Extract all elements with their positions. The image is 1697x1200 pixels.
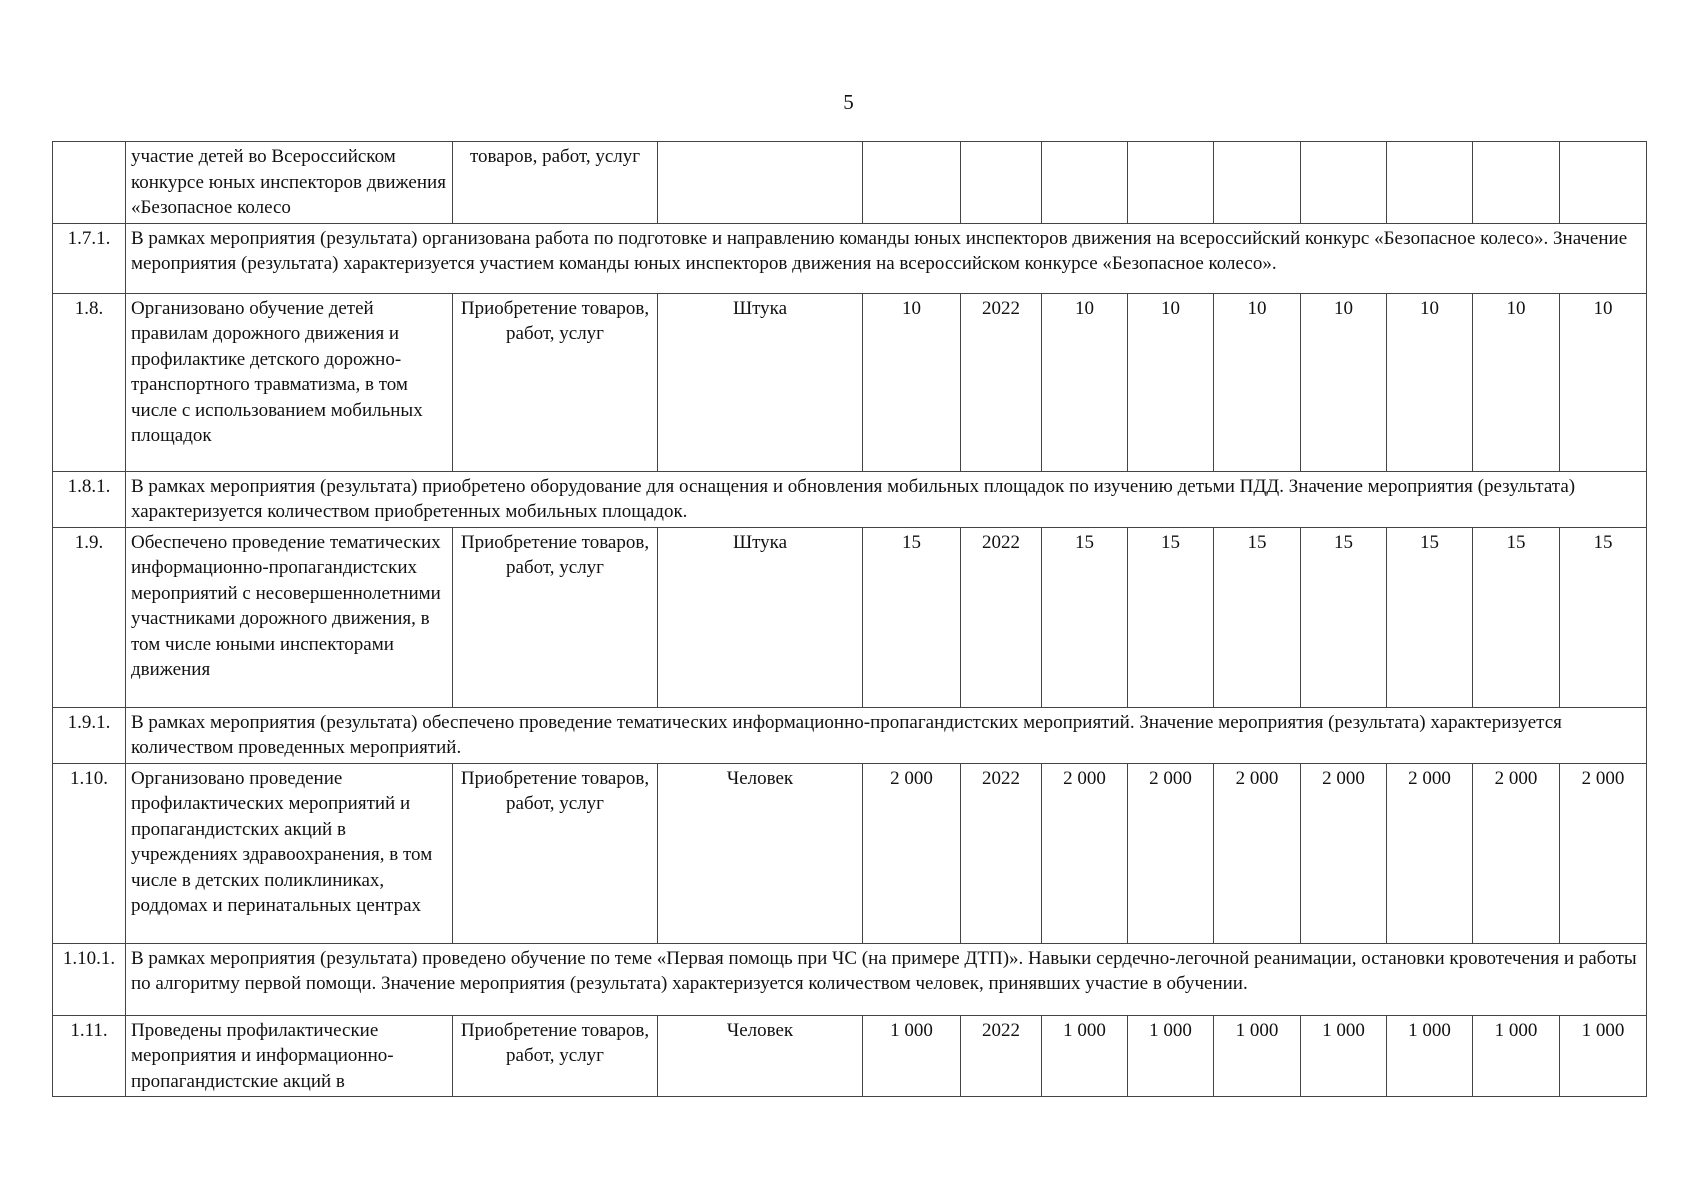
base-year-cell — [961, 142, 1042, 224]
value-cell: 15 — [1128, 527, 1214, 707]
measure-name: участие детей во Всероссийском конкурсе юных инспекторов движения «Безопасное колесо — [126, 142, 453, 224]
measure-kind: Приобретение товаров, работ, услуг — [453, 763, 658, 943]
value-cell: 1 000 — [1042, 1015, 1128, 1097]
indicator-row — [53, 1015, 1647, 1097]
value-cell: 1 000 — [1128, 1015, 1214, 1097]
value-cell: 1 000 — [1560, 1015, 1647, 1097]
page-number: 5 — [843, 90, 854, 114]
note-text: В рамках мероприятия (результата) обеспечено проведение тематических информационно-пропагандистских мероприятий. Значение мероприятия (результата) характеризуется количеством проведенных мероприятий. — [126, 707, 1647, 763]
value-cell — [1301, 142, 1387, 224]
indicator-row — [53, 763, 1647, 943]
unit-cell: Человек — [658, 1015, 863, 1097]
value-cell: 10 — [1128, 293, 1214, 471]
base-year-cell: 2022 — [961, 1015, 1042, 1097]
value-cell: 15 — [1301, 527, 1387, 707]
measure-name: Проведены профилактические мероприятия и информационно-пропагандистские акций в — [126, 1015, 453, 1097]
measure-kind: Приобретение товаров, работ, услуг — [453, 1015, 658, 1097]
value-cell: 2 000 — [1301, 763, 1387, 943]
base-value-cell: 2 000 — [863, 763, 961, 943]
value-cell — [1128, 142, 1214, 224]
value-cell: 10 — [1301, 293, 1387, 471]
value-cell — [1387, 142, 1473, 224]
row-number: 1.9. — [53, 527, 126, 707]
row-number: 1.8. — [53, 293, 126, 471]
value-cell — [1560, 142, 1647, 224]
value-cell: 2 000 — [1214, 763, 1301, 943]
value-cell: 15 — [1560, 527, 1647, 707]
table-body — [53, 142, 1647, 1097]
value-cell: 2 000 — [1473, 763, 1560, 943]
value-cell: 2 000 — [1042, 763, 1128, 943]
base-value-cell — [863, 142, 961, 224]
value-cell: 10 — [1387, 293, 1473, 471]
value-cell: 10 — [1214, 293, 1301, 471]
unit-cell: Штука — [658, 527, 863, 707]
row-number: 1.9.1. — [53, 707, 126, 763]
value-cell: 1 000 — [1473, 1015, 1560, 1097]
unit-cell: Штука — [658, 293, 863, 471]
value-cell: 15 — [1473, 527, 1560, 707]
base-value-cell: 15 — [863, 527, 961, 707]
value-cell: 10 — [1473, 293, 1560, 471]
value-cell: 1 000 — [1301, 1015, 1387, 1097]
value-cell: 10 — [1042, 293, 1128, 471]
row-number: 1.11. — [53, 1015, 126, 1097]
measure-name: Организовано проведение профилактических мероприятий и пропагандистских акций в учреждениях здравоохранения, в том числе в детских поликлиниках, роддомах и перинатальных центрах — [126, 763, 453, 943]
base-year-cell: 2022 — [961, 293, 1042, 471]
base-value-cell: 10 — [863, 293, 961, 471]
value-cell: 2 000 — [1128, 763, 1214, 943]
measure-kind: Приобретение товаров, работ, услуг — [453, 527, 658, 707]
base-value-cell: 1 000 — [863, 1015, 961, 1097]
unit-cell: Человек — [658, 763, 863, 943]
indicator-row — [53, 293, 1647, 471]
value-cell: 15 — [1042, 527, 1128, 707]
value-cell: 2 000 — [1387, 763, 1473, 943]
row-number: 1.10. — [53, 763, 126, 943]
note-row — [53, 943, 1647, 1015]
note-row — [53, 471, 1647, 527]
measure-kind: Приобретение товаров, работ, услуг — [453, 293, 658, 471]
row-number: 1.10.1. — [53, 943, 126, 1015]
note-row — [53, 707, 1647, 763]
unit-cell — [658, 142, 863, 224]
indicator-row — [53, 142, 1647, 224]
note-row — [53, 223, 1647, 293]
value-cell: 1 000 — [1387, 1015, 1473, 1097]
value-cell: 15 — [1387, 527, 1473, 707]
value-cell — [1473, 142, 1560, 224]
note-text: В рамках мероприятия (результата) организована работа по подготовке и направлению команды юных инспекторов движения на всероссийский конкурс «Безопасное колесо». Значение мероприятия (результата) характеризуется участием команды юных инспекторов движения на всероссийском конкурсе «Безопасное колесо». — [126, 223, 1647, 293]
measure-name: Обеспечено проведение тематических информационно-пропагандистских мероприятий с несовершеннолетними участниками дорожного движения, в том числе юными инспекторами движения — [126, 527, 453, 707]
value-cell — [1042, 142, 1128, 224]
note-text: В рамках мероприятия (результата) проведено обучение по теме «Первая помощь при ЧС (на примере ДТП)». Навыки сердечно-легочной реанимации, остановки кровотечения и работы по алгоритму первой помощи. Значение мероприятия (результата) характеризуется количеством человек, принявших участие в обучении. — [126, 943, 1647, 1015]
value-cell: 10 — [1560, 293, 1647, 471]
row-number — [53, 142, 126, 224]
base-year-cell: 2022 — [961, 763, 1042, 943]
row-number: 1.7.1. — [53, 223, 126, 293]
measures-table — [52, 141, 1647, 1097]
value-cell: 15 — [1214, 527, 1301, 707]
measure-kind: товаров, работ, услуг — [453, 142, 658, 224]
note-text: В рамках мероприятия (результата) приобретено оборудование для оснащения и обновления мобильных площадок по изучению детьми ПДД. Значение мероприятия (результата) характеризуется количеством приобретенных мобильных площадок. — [126, 471, 1647, 527]
indicator-row — [53, 527, 1647, 707]
value-cell — [1214, 142, 1301, 224]
row-number: 1.8.1. — [53, 471, 126, 527]
measure-name: Организовано обучение детей правилам дорожного движения и профилактике детского дорожно-транспортного травматизма, в том числе с использованием мобильных площадок — [126, 293, 453, 471]
value-cell: 1 000 — [1214, 1015, 1301, 1097]
base-year-cell: 2022 — [961, 527, 1042, 707]
value-cell: 2 000 — [1560, 763, 1647, 943]
